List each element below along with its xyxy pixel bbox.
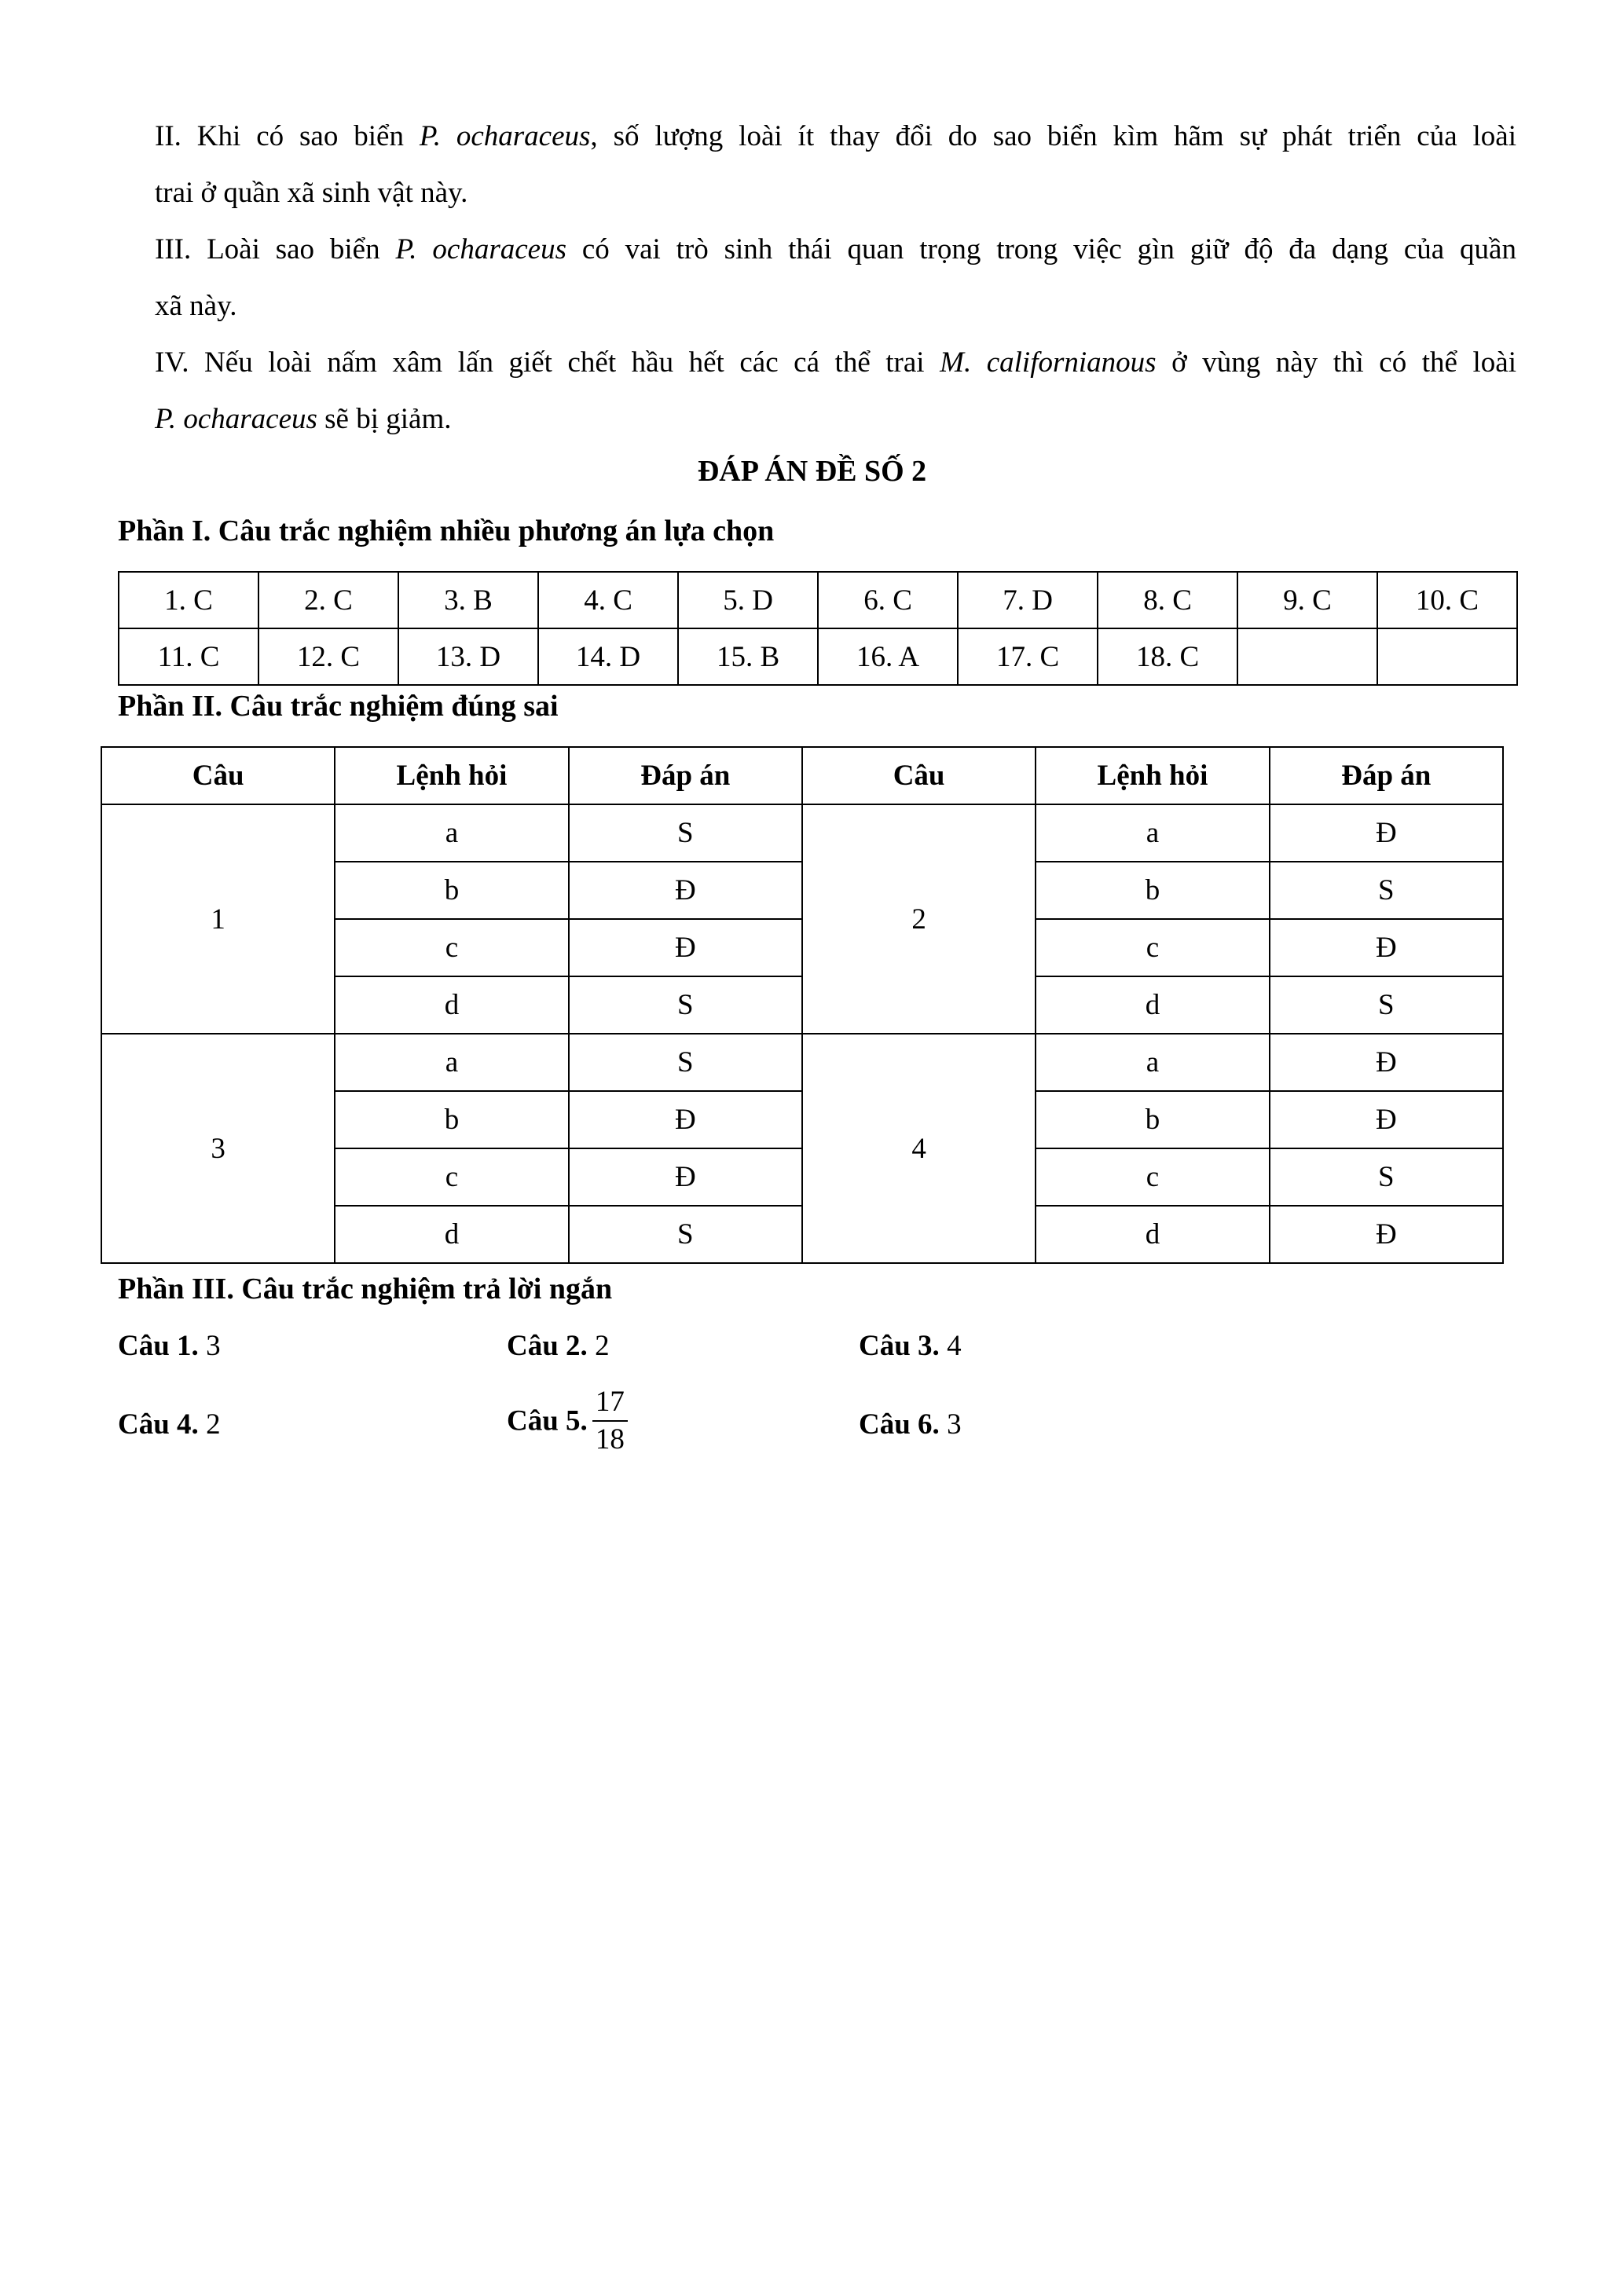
column-header: Đáp án xyxy=(569,747,802,804)
column-header: Lệnh hỏi xyxy=(1036,747,1269,804)
statement-text: IV. Nếu loài nấm xâm lấn giết chết hầu hết các cá thể trai xyxy=(155,346,940,379)
fraction-numerator: 17 xyxy=(592,1384,628,1422)
answer-cell: 1. C xyxy=(119,572,258,628)
short-answer-value: 3 xyxy=(206,1330,221,1362)
short-answer-label: Câu 6. xyxy=(859,1408,940,1441)
table-header-row xyxy=(101,747,1503,804)
statement-text: xã này. xyxy=(155,290,237,322)
answer-cell: S xyxy=(1270,976,1503,1034)
part2-heading: Phần II. Câu trắc nghiệm đúng sai xyxy=(118,690,559,723)
answer-cell: S xyxy=(569,1206,802,1263)
answer-cell: S xyxy=(1270,862,1503,919)
statement-line xyxy=(155,222,1516,278)
answer-cell: Đ xyxy=(569,1091,802,1148)
table-row xyxy=(101,804,1503,862)
answer-cell: 4. C xyxy=(538,572,678,628)
sub-question-cell: c xyxy=(1036,919,1269,976)
column-header: Đáp án xyxy=(1270,747,1503,804)
short-answer-4 xyxy=(118,1408,221,1441)
statement-line xyxy=(155,335,1516,391)
sub-question-cell: b xyxy=(335,862,568,919)
short-answer-3 xyxy=(859,1329,962,1363)
sub-question-cell: d xyxy=(1036,976,1269,1034)
answer-cell: Đ xyxy=(1270,1091,1503,1148)
short-answer-label: Câu 1. xyxy=(118,1330,199,1362)
answer-cell: 5. D xyxy=(678,572,818,628)
multiple-choice-answer-table xyxy=(118,571,1518,686)
sub-question-cell: a xyxy=(335,1034,568,1091)
answer-cell: 18. C xyxy=(1098,628,1237,685)
statement-ii xyxy=(155,108,1516,222)
column-header: Lệnh hỏi xyxy=(335,747,568,804)
part1-heading: Phần I. Câu trắc nghiệm nhiều phương án lựa chọn xyxy=(118,514,775,547)
statement-line xyxy=(155,391,1516,448)
statement-text: II. Khi có sao biển xyxy=(155,120,420,152)
fraction xyxy=(592,1384,628,1458)
answer-cell: S xyxy=(569,1034,802,1091)
answer-cell xyxy=(1377,628,1517,685)
answer-cell: 14. D xyxy=(538,628,678,685)
answer-cell: S xyxy=(569,976,802,1034)
statement-text: trai ở quần xã sinh vật này. xyxy=(155,177,468,209)
answer-cell: Đ xyxy=(1270,1206,1503,1263)
sub-question-cell: d xyxy=(335,1206,568,1263)
sub-question-cell: d xyxy=(335,976,568,1034)
table-row xyxy=(119,572,1517,628)
short-answer-1 xyxy=(118,1329,221,1363)
answer-cell: Đ xyxy=(1270,804,1503,862)
true-false-answer-table xyxy=(101,746,1504,1264)
answer-key-title: ĐÁP ÁN ĐỀ SỐ 2 xyxy=(697,455,927,488)
column-header: Câu xyxy=(802,747,1036,804)
answer-cell xyxy=(1237,628,1377,685)
fraction-denominator: 18 xyxy=(595,1423,625,1456)
answer-cell: 15. B xyxy=(678,628,818,685)
answer-cell: S xyxy=(569,804,802,862)
statement-text: sẽ bị giảm. xyxy=(317,403,452,435)
question-number-cell: 4 xyxy=(802,1034,1036,1263)
table-row xyxy=(101,1034,1503,1091)
answer-cell: 11. C xyxy=(119,628,258,685)
species-name: P. ocharaceus xyxy=(419,120,591,152)
short-answer-value: 2 xyxy=(206,1408,221,1441)
sub-question-cell: c xyxy=(1036,1148,1269,1206)
sub-question-cell: b xyxy=(1036,1091,1269,1148)
question-number-cell: 3 xyxy=(101,1034,335,1263)
part3-heading: Phần III. Câu trắc nghiệm trả lời ngắn xyxy=(118,1273,613,1305)
sub-question-cell: a xyxy=(335,804,568,862)
answer-cell: 3. B xyxy=(398,572,538,628)
column-header: Câu xyxy=(101,747,335,804)
sub-question-cell: b xyxy=(1036,862,1269,919)
short-answer-6 xyxy=(859,1408,962,1441)
answer-cell: 16. A xyxy=(818,628,958,685)
statement-text: có vai trò sinh thái quan trọng trong việc gìn giữ độ đa dạng của quần xyxy=(566,233,1516,265)
short-answer-label: Câu 4. xyxy=(118,1408,199,1441)
species-name: M. californianous xyxy=(940,346,1157,379)
sub-question-cell: b xyxy=(335,1091,568,1148)
short-answer-label: Câu 5. xyxy=(507,1404,588,1437)
answer-cell: 9. C xyxy=(1237,572,1377,628)
table-row xyxy=(119,628,1517,685)
sub-question-cell: a xyxy=(1036,1034,1269,1091)
answer-cell: Đ xyxy=(569,1148,802,1206)
statement-line xyxy=(155,165,1516,222)
answer-cell: 13. D xyxy=(398,628,538,685)
short-answer-value: 2 xyxy=(595,1330,610,1362)
species-name: P. ocharaceus xyxy=(395,233,566,265)
answer-cell: 2. C xyxy=(258,572,398,628)
statement-text: ở vùng này thì có thể loài xyxy=(1156,346,1516,379)
answer-cell: 17. C xyxy=(958,628,1098,685)
answer-cell: 12. C xyxy=(258,628,398,685)
short-answer-value: 3 xyxy=(947,1408,962,1441)
sub-question-cell: c xyxy=(335,919,568,976)
statement-text: , số lượng loài ít thay đổi do sao biển kìm hãm sự phát triển của loài xyxy=(590,120,1516,152)
question-number-cell: 1 xyxy=(101,804,335,1034)
question-number-cell: 2 xyxy=(802,804,1036,1034)
answer-cell: Đ xyxy=(1270,919,1503,976)
statement-text: III. Loài sao biển xyxy=(155,233,396,265)
short-answer-value: 4 xyxy=(947,1330,962,1362)
statement-iii xyxy=(155,222,1516,335)
answer-cell: 6. C xyxy=(818,572,958,628)
answer-cell: Đ xyxy=(569,919,802,976)
sub-question-cell: d xyxy=(1036,1206,1269,1263)
sub-question-cell: c xyxy=(335,1148,568,1206)
answer-cell: S xyxy=(1270,1148,1503,1206)
statement-iv xyxy=(155,335,1516,448)
short-answer-2 xyxy=(507,1329,610,1363)
statement-line xyxy=(155,108,1516,165)
answer-cell: 10. C xyxy=(1377,572,1517,628)
answer-cell: Đ xyxy=(1270,1034,1503,1091)
species-name: P. ocharaceus xyxy=(155,403,317,435)
statement-line xyxy=(155,278,1516,335)
sub-question-cell: a xyxy=(1036,804,1269,862)
answer-cell: 8. C xyxy=(1098,572,1237,628)
short-answer-label: Câu 2. xyxy=(507,1330,588,1362)
answer-cell: 7. D xyxy=(958,572,1098,628)
answer-cell: Đ xyxy=(569,862,802,919)
short-answer-5 xyxy=(507,1384,628,1458)
short-answer-label: Câu 3. xyxy=(859,1330,940,1362)
